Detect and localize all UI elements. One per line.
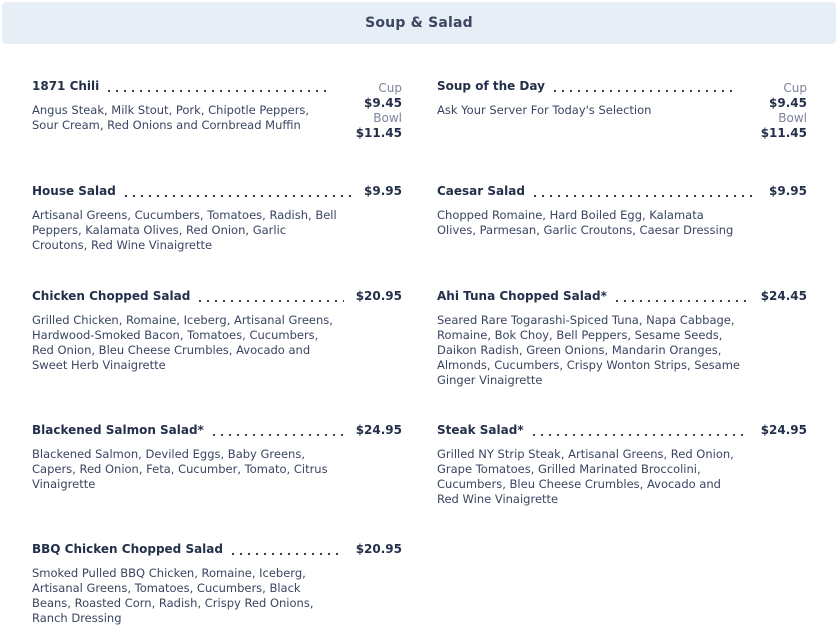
- size-price-cup: $9.45: [364, 96, 402, 110]
- dot-leader: [530, 434, 749, 436]
- dot-leader: [196, 300, 343, 302]
- item-price: $24.95: [760, 423, 807, 437]
- item-name: Chicken Chopped Salad: [32, 289, 191, 303]
- size-label-cup: Cup: [378, 81, 402, 95]
- item-description: Blackened Salmon, Deviled Eggs, Baby Greens, Capers, Red Onion, Feta, Cucumber, Tomato, Citrus Vinaigrette: [32, 447, 328, 491]
- item-price: $24.95: [355, 423, 402, 437]
- size-price-bowl: $11.45: [355, 126, 402, 140]
- menu-item-soup-of-the-day[interactable]: [437, 79, 807, 140]
- item-name: Steak Salad*: [437, 423, 524, 437]
- menu-item-steak-salad[interactable]: [437, 423, 807, 507]
- size-prices: [356, 81, 402, 141]
- size-label-bowl: Bowl: [373, 111, 402, 125]
- item-description: Chopped Romaine, Hard Boiled Egg, Kalamata Olives, Parmesan, Garlic Croutons, Caesar Dressing: [437, 208, 734, 237]
- dot-leader: [105, 90, 330, 92]
- menu-item-ahi-tuna-chopped-salad[interactable]: [437, 289, 807, 388]
- item-name: Soup of the Day: [437, 79, 545, 93]
- item-price: $20.95: [355, 542, 402, 556]
- item-description: Seared Rare Togarashi-Spiced Tuna, Napa Cabbage, Romaine, Bok Choy, Bell Peppers, Sesame Seeds, Daikon Radish, Green Onions, Mandarin Oranges, Almonds, Cucumbers, Crispy Wonton Strips, Sesame Ginger Vinaigrette: [437, 313, 740, 387]
- item-description: Ask Your Server For Today's Selection: [437, 103, 652, 117]
- size-prices: [761, 81, 807, 141]
- item-price: $9.95: [769, 184, 807, 198]
- item-price: $24.45: [760, 289, 807, 303]
- menu-item-1871-chili[interactable]: [32, 79, 402, 140]
- dot-leader: [551, 90, 735, 92]
- dot-leader: [229, 553, 344, 555]
- item-description: Artisanal Greens, Cucumbers, Tomatoes, Radish, Bell Peppers, Kalamata Olives, Red Onion, Garlic Croutons, Red Wine Vinaigrette: [32, 208, 337, 252]
- menu-item-caesar-salad[interactable]: [437, 184, 807, 238]
- item-name: Blackened Salmon Salad*: [32, 423, 204, 437]
- item-name: BBQ Chicken Chopped Salad: [32, 542, 223, 556]
- section-title: Soup & Salad: [365, 15, 473, 31]
- item-name: Caesar Salad: [437, 184, 525, 198]
- dot-leader: [531, 195, 757, 197]
- menu-item-chicken-chopped-salad[interactable]: [32, 289, 402, 373]
- item-description: Grilled Chicken, Romaine, Iceberg, Artisanal Greens, Hardwood-Smoked Bacon, Tomatoes, Cucumbers, Red Onion, Bleu Cheese Crumbles, Avocado and Sweet Herb Vinaigrette: [32, 313, 333, 372]
- item-name: 1871 Chili: [32, 79, 100, 93]
- item-price: $20.95: [355, 289, 402, 303]
- dot-leader: [210, 434, 344, 436]
- item-description: Angus Steak, Milk Stout, Pork, Chipotle Peppers, Sour Cream, Red Onions and Cornbread Muffin: [32, 103, 310, 132]
- menu-item-bbq-chicken-chopped-salad[interactable]: [32, 542, 402, 626]
- item-price: $9.95: [364, 184, 402, 198]
- dot-leader: [613, 300, 749, 302]
- section-header: [2, 2, 836, 44]
- size-price-bowl: $11.45: [760, 126, 807, 140]
- size-label-cup: Cup: [783, 81, 807, 95]
- size-label-bowl: Bowl: [778, 111, 807, 125]
- item-name: Ahi Tuna Chopped Salad*: [437, 289, 607, 303]
- item-description: Grilled NY Strip Steak, Artisanal Greens, Red Onion, Grape Tomatoes, Grilled Marinated Broccolini, Cucumbers, Bleu Cheese Crumbles, Avocado and Red Wine Vinaigrette: [437, 447, 734, 506]
- size-price-cup: $9.45: [769, 96, 807, 110]
- menu-item-house-salad[interactable]: [32, 184, 402, 253]
- menu-item-blackened-salmon-salad[interactable]: [32, 423, 402, 492]
- item-name: House Salad: [32, 184, 116, 198]
- item-description: Smoked Pulled BBQ Chicken, Romaine, Iceberg, Artisanal Greens, Tomatoes, Cucumbers, Black Beans, Roasted Corn, Radish, Crispy Red Onions, Ranch Dressing: [32, 566, 314, 625]
- dot-leader: [122, 195, 352, 197]
